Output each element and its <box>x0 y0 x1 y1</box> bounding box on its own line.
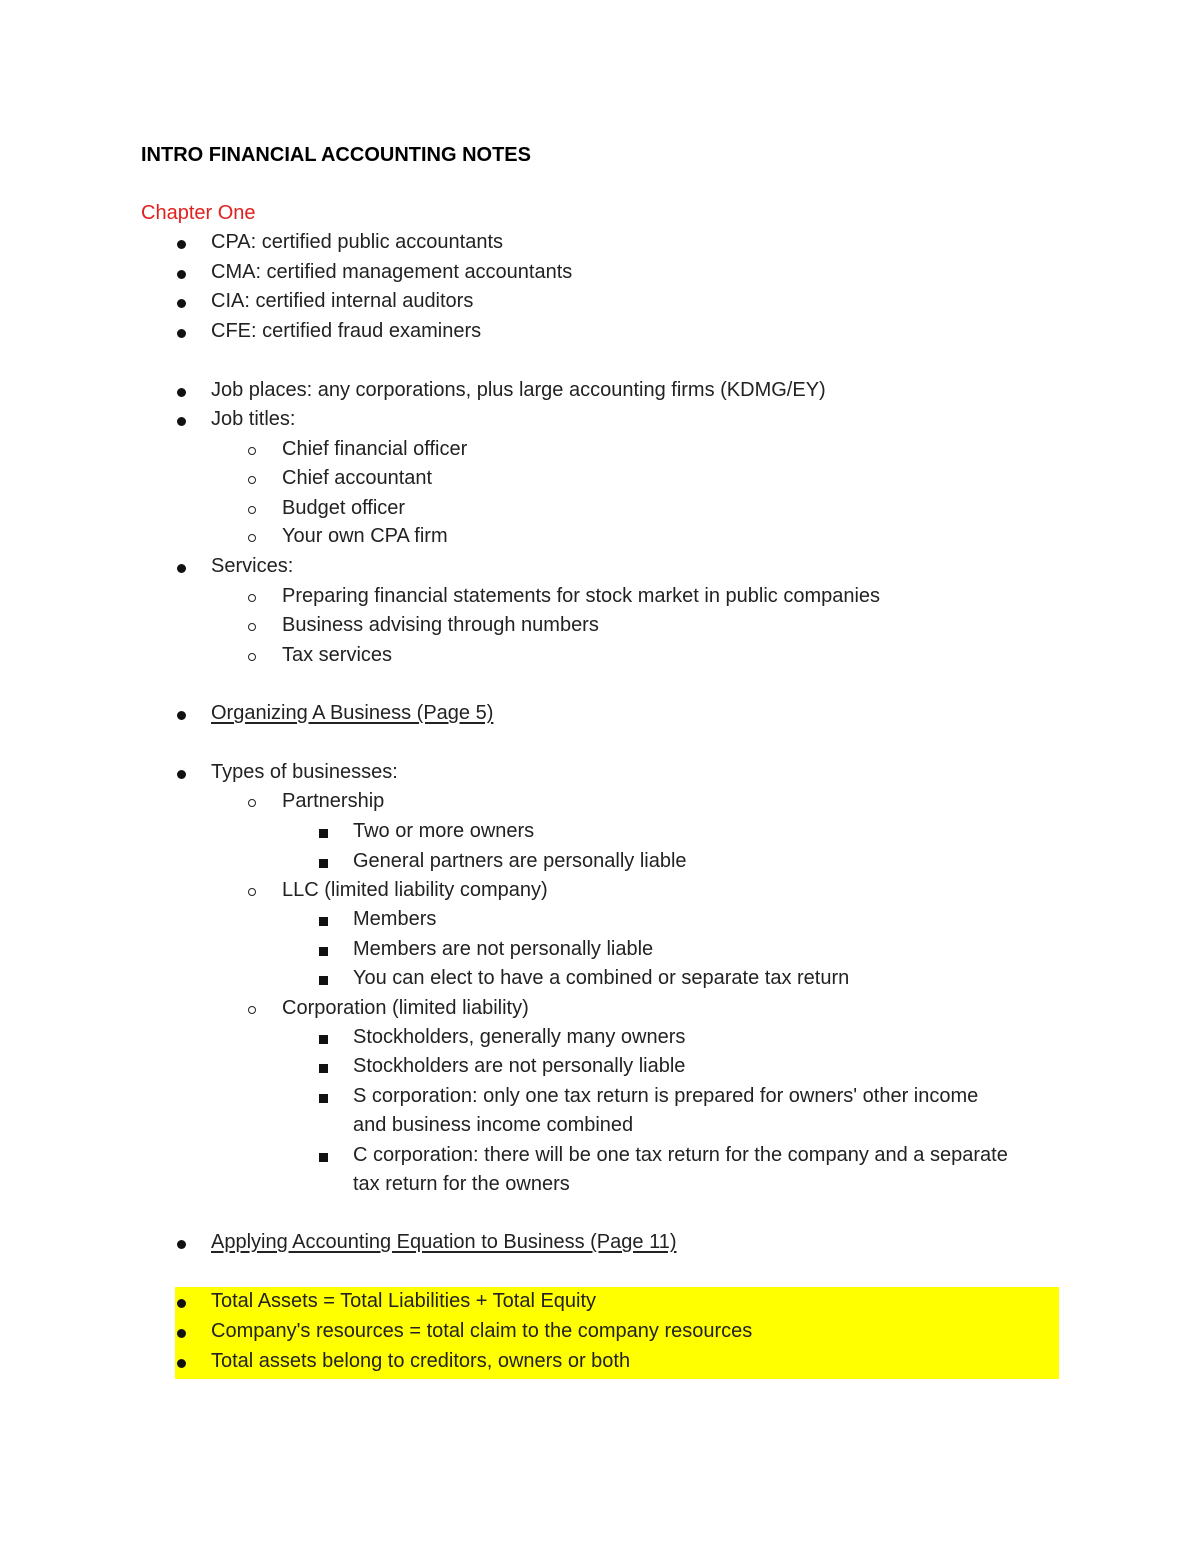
list-item: C corporation: there will be one tax return for the company and a separate <box>353 1144 1008 1166</box>
list-item-continuation: and business income combined <box>353 1114 634 1136</box>
bullet-disc-icon <box>177 299 186 308</box>
bullet-square-icon <box>319 1153 328 1162</box>
bullet-square-icon <box>319 829 328 838</box>
bullet-circle-icon <box>248 1006 256 1014</box>
bullet-square-icon <box>319 1064 328 1073</box>
list-item: Two or more owners <box>353 820 535 842</box>
bullet-circle-icon <box>248 506 256 514</box>
bullet-disc-icon <box>177 417 186 426</box>
list-item: CIA: certified internal auditors <box>211 290 474 312</box>
bullet-circle-icon <box>248 476 256 484</box>
list-item: CPA: certified public accountants <box>211 231 504 253</box>
bullet-disc-icon <box>177 240 186 249</box>
bullet-circle-icon <box>248 594 256 602</box>
bullet-disc-icon <box>177 1299 186 1308</box>
list-item: Budget officer <box>282 497 406 519</box>
list-item: Partnership <box>282 790 385 812</box>
bullet-circle-icon <box>248 534 256 542</box>
section-link-heading: Applying Accounting Equation to Business (Page 11) <box>211 1231 677 1253</box>
list-item: General partners are personally liable <box>353 850 687 872</box>
list-item: Chief accountant <box>282 467 433 489</box>
list-item: S corporation: only one tax return is prepared for owners' other income <box>353 1085 979 1107</box>
list-item: Preparing financial statements for stock market in public companies <box>282 585 881 607</box>
bullet-circle-icon <box>248 888 256 896</box>
list-item: Corporation (limited liability) <box>282 997 529 1019</box>
list-item: Chief financial officer <box>282 438 468 460</box>
bullet-disc-icon <box>177 564 186 573</box>
section-link-heading: Organizing A Business (Page 5) <box>211 702 494 724</box>
list-item: Job titles: <box>211 408 296 430</box>
list-item: Total Assets = Total Liabilities + Total Equity <box>211 1290 597 1312</box>
bullet-disc-icon <box>177 1329 186 1338</box>
bullet-disc-icon <box>177 1359 186 1368</box>
list-item: Services: <box>211 555 294 577</box>
chapter-heading: Chapter One <box>141 202 256 224</box>
bullet-disc-icon <box>177 770 186 779</box>
document-title: INTRO FINANCIAL ACCOUNTING NOTES <box>141 144 531 166</box>
bullet-disc-icon <box>177 329 186 338</box>
list-item: Total assets belong to creditors, owners or both <box>211 1350 631 1372</box>
list-item: CMA: certified management accountants <box>211 261 573 283</box>
bullet-disc-icon <box>177 270 186 279</box>
list-item: CFE: certified fraud examiners <box>211 320 482 342</box>
bullet-square-icon <box>319 947 328 956</box>
list-item: Stockholders are not personally liable <box>353 1055 686 1077</box>
list-item: LLC (limited liability company) <box>282 879 548 901</box>
list-item: Job places: any corporations, plus large accounting firms (KDMG/EY) <box>211 379 826 401</box>
list-item: You can elect to have a combined or separate tax return <box>353 967 850 989</box>
bullet-disc-icon <box>177 1240 186 1249</box>
bullet-circle-icon <box>248 799 256 807</box>
list-item: Your own CPA firm <box>282 525 448 547</box>
bullet-square-icon <box>319 917 328 926</box>
bullet-square-icon <box>319 1035 328 1044</box>
list-item: Types of businesses: <box>211 761 398 783</box>
bullet-circle-icon <box>248 653 256 661</box>
list-item: Business advising through numbers <box>282 614 599 636</box>
list-item: Company's resources = total claim to the company resources <box>211 1320 753 1342</box>
bullet-circle-icon <box>248 623 256 631</box>
list-item: Stockholders, generally many owners <box>353 1026 686 1048</box>
list-item: Tax services <box>282 644 393 666</box>
list-item: Members <box>353 908 437 930</box>
bullet-disc-icon <box>177 388 186 397</box>
list-item-continuation: tax return for the owners <box>353 1173 570 1195</box>
bullet-square-icon <box>319 859 328 868</box>
bullet-disc-icon <box>177 711 186 720</box>
bullet-square-icon <box>319 1094 328 1103</box>
list-item: Members are not personally liable <box>353 938 654 960</box>
bullet-square-icon <box>319 976 328 985</box>
bullet-circle-icon <box>248 447 256 455</box>
